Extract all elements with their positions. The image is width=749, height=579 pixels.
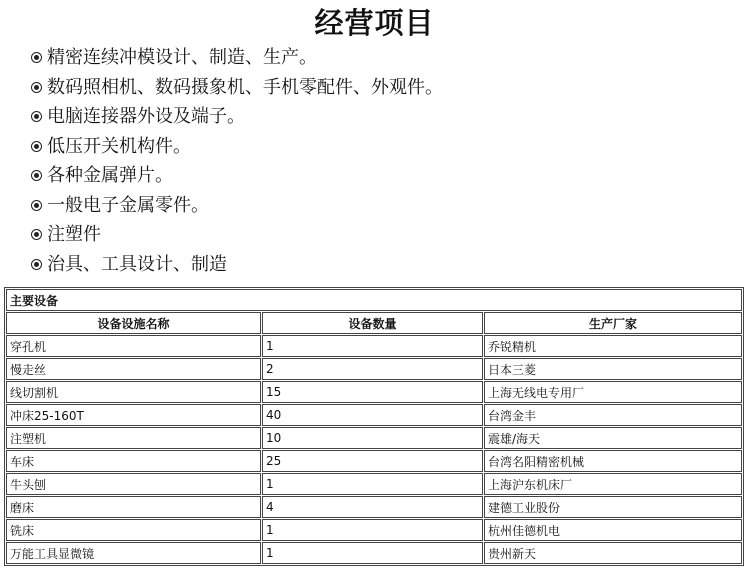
- cell-quantity: 40: [262, 404, 483, 426]
- list-item: [31, 102, 443, 132]
- cell-name: 穿孔机: [6, 335, 261, 357]
- table-row: [6, 473, 742, 495]
- business-scope-list: [31, 43, 443, 279]
- cell-name: 铣床: [6, 519, 261, 541]
- table-row: [6, 358, 742, 380]
- cell-manufacturer: 台湾名阳精密机械: [484, 450, 742, 472]
- list-item: [31, 220, 443, 250]
- cell-name: 牛头刨: [6, 473, 261, 495]
- table-header-row: [6, 312, 742, 334]
- cell-quantity: 1: [262, 335, 483, 357]
- list-item: [31, 132, 443, 162]
- cell-manufacturer: 震雄/海天: [484, 427, 742, 449]
- bullet-icon: [31, 170, 42, 181]
- list-item-text: 低压开关机构件。: [47, 135, 191, 157]
- cell-name: 线切割机: [6, 381, 261, 403]
- cell-quantity: 1: [262, 519, 483, 541]
- cell-manufacturer: 杭州佳德机电: [484, 519, 742, 541]
- page-title: 经营项目: [314, 6, 435, 40]
- cell-quantity: 2: [262, 358, 483, 380]
- table-row: [6, 404, 742, 426]
- cell-quantity: 25: [262, 450, 483, 472]
- cell-quantity: 10: [262, 427, 483, 449]
- bullet-icon: [31, 111, 42, 122]
- table-caption: 主要设备: [6, 289, 742, 311]
- cell-manufacturer: 上海沪东机床厂: [484, 473, 742, 495]
- list-item: [31, 191, 443, 221]
- cell-quantity: 1: [262, 542, 483, 564]
- equipment-table: [4, 287, 744, 566]
- list-item-text: 各种金属弹片。: [47, 165, 173, 186]
- column-header-manufacturer: 生产厂家: [484, 312, 742, 334]
- cell-manufacturer: 日本三菱: [484, 358, 742, 380]
- column-header-name: 设备设施名称: [6, 312, 261, 334]
- list-item-text: 治具、工具设计、制造: [47, 253, 227, 275]
- column-header-quantity: 设备数量: [262, 312, 483, 334]
- list-item-text: 精密连续冲模设计、制造、生产。: [47, 47, 317, 68]
- cell-name: 车床: [6, 450, 261, 472]
- cell-quantity: 4: [262, 496, 483, 518]
- table-row: [6, 427, 742, 449]
- bullet-icon: [31, 52, 42, 63]
- cell-name: 万能工具显微镜: [6, 542, 261, 564]
- bullet-icon: [31, 259, 42, 270]
- list-item: [31, 73, 443, 103]
- cell-manufacturer: 建德工业股份: [484, 496, 742, 518]
- table-row: [6, 335, 742, 357]
- table-row: [6, 450, 742, 472]
- cell-manufacturer: 台湾金丰: [484, 404, 742, 426]
- table-row: [6, 496, 742, 518]
- list-item: [31, 161, 443, 191]
- table-caption-row: [6, 289, 742, 311]
- list-item-text: 一般电子金属零件。: [47, 194, 209, 216]
- cell-quantity: 15: [262, 381, 483, 403]
- list-item-text: 电脑连接器外设及端子。: [47, 106, 245, 127]
- table-row: [6, 542, 742, 564]
- bullet-icon: [31, 229, 42, 240]
- cell-quantity: 1: [262, 473, 483, 495]
- list-item-text: 注塑件: [47, 224, 101, 245]
- cell-manufacturer: 乔锐精机: [484, 335, 742, 357]
- table-row: [6, 381, 742, 403]
- list-item: [31, 43, 443, 73]
- bullet-icon: [31, 200, 42, 211]
- cell-manufacturer: 上海无线电专用厂: [484, 381, 742, 403]
- cell-name: 磨床: [6, 496, 261, 518]
- list-item-text: 数码照相机、数码摄象机、手机零配件、外观件。: [47, 76, 443, 98]
- list-item: [31, 250, 443, 280]
- cell-name: 冲床25-160T: [6, 404, 261, 426]
- bullet-icon: [31, 82, 42, 93]
- cell-manufacturer: 贵州新天: [484, 542, 742, 564]
- bullet-icon: [31, 141, 42, 152]
- cell-name: 慢走丝: [6, 358, 261, 380]
- table-row: [6, 519, 742, 541]
- cell-name: 注塑机: [6, 427, 261, 449]
